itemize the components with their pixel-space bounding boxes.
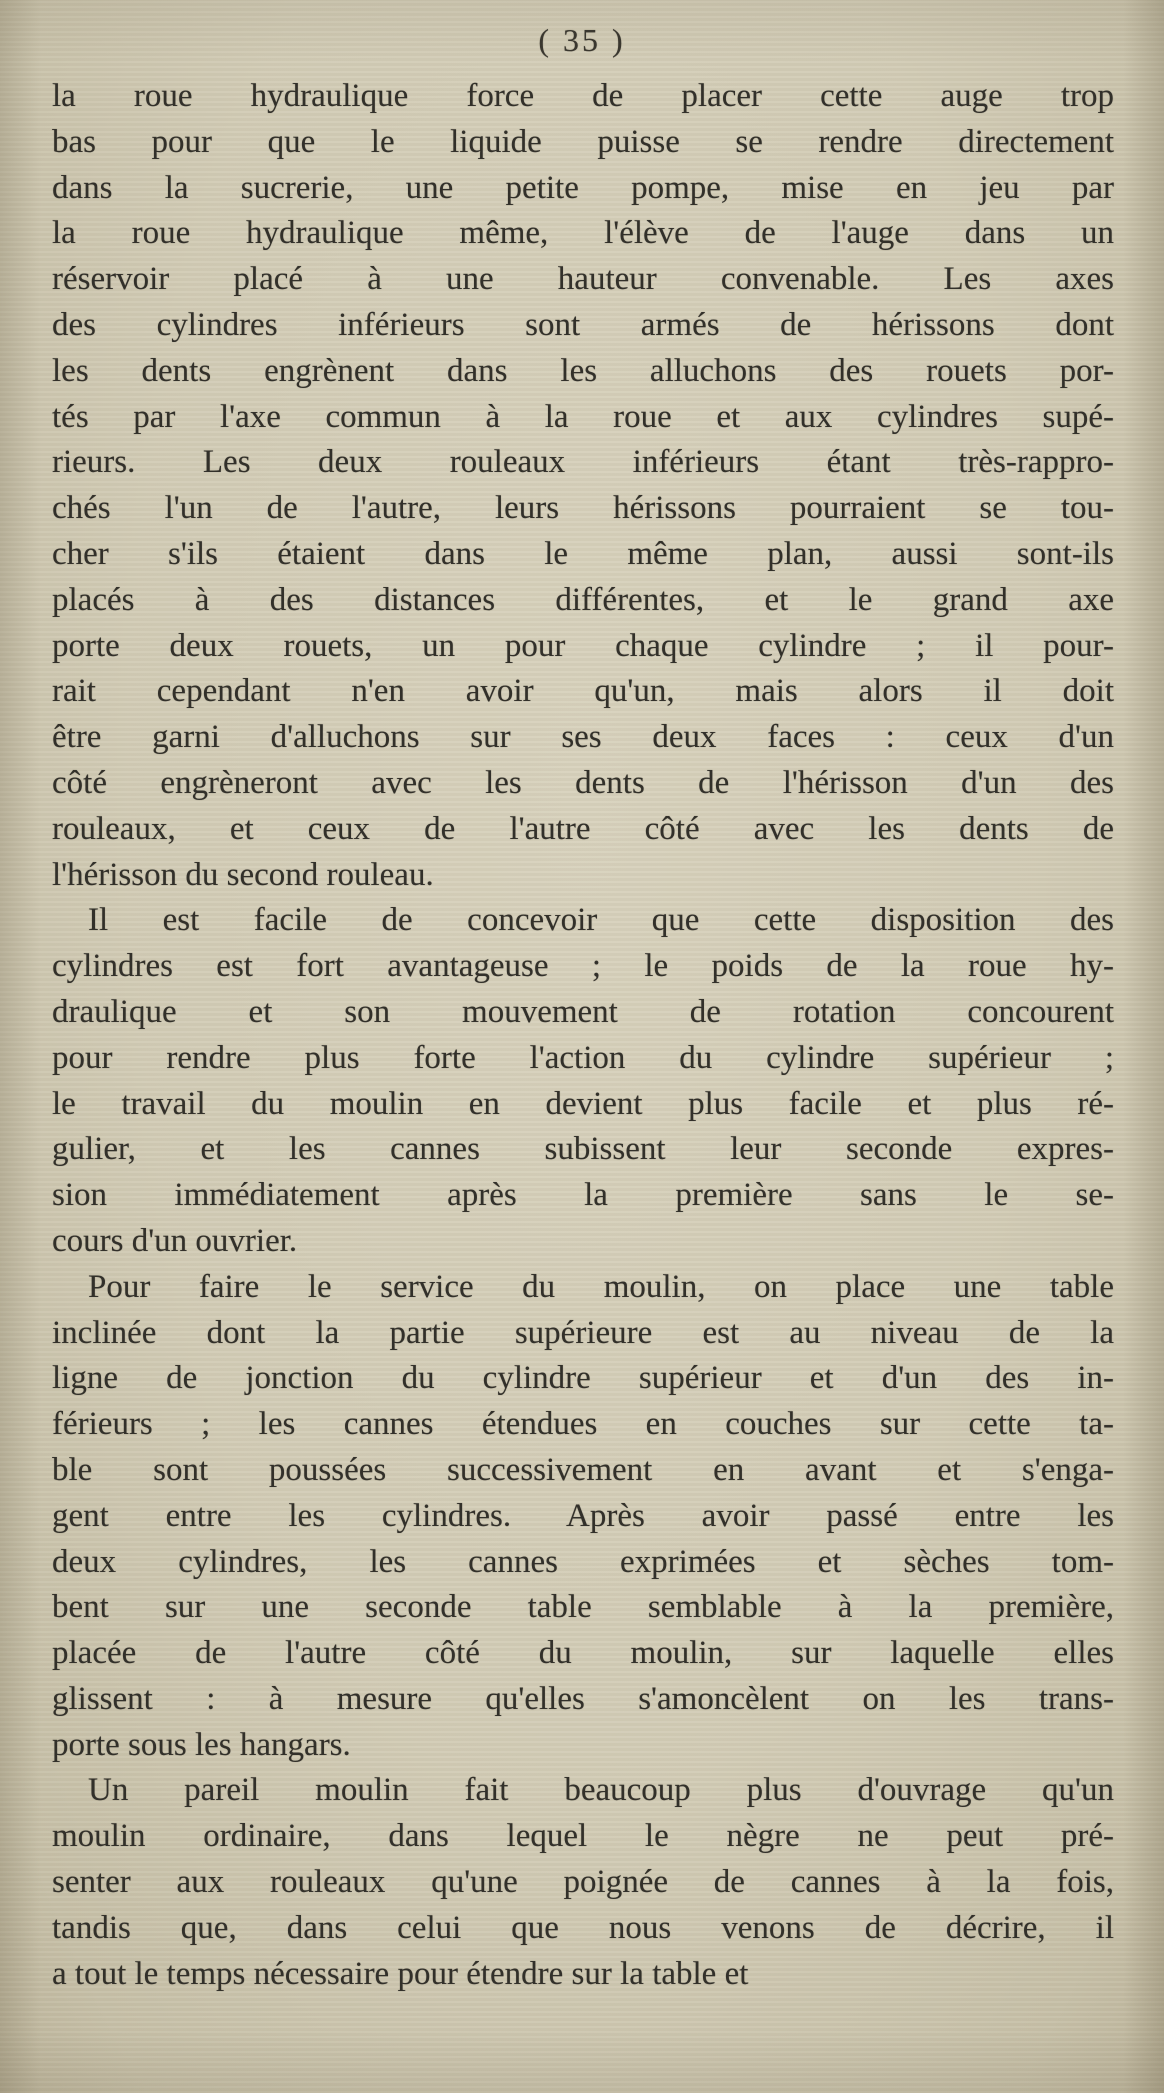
text-line: gulier, et les cannes subissent leur seconde expres-: [52, 1131, 1114, 1168]
text-line: cher s'ils étaient dans le même plan, aussi sont-ils: [52, 535, 1114, 572]
text-line: férieurs ; les cannes étendues en couches sur cette ta-: [52, 1406, 1114, 1443]
text-line: cylindres est fort avantageuse ; le poids de la roue hy-: [52, 948, 1114, 985]
text-line: deux cylindres, les cannes exprimées et sèches tom-: [52, 1543, 1114, 1580]
text-line: Un pareil moulin fait beaucoup plus d'ouvrage qu'un: [88, 1772, 1114, 1809]
text-line: placée de l'autre côté du moulin, sur laquelle elles: [52, 1635, 1114, 1672]
text-line: pour rendre plus forte l'action du cylindre supérieur ;: [52, 1039, 1114, 1076]
body-text: [52, 74, 1114, 1997]
text-line: l'hérisson du second rouleau.: [52, 856, 434, 893]
text-line: tés par l'axe commun à la roue et aux cylindres supé-: [52, 398, 1114, 435]
text-line: côté engrèneront avec les dents de l'hérisson d'un des: [52, 764, 1114, 801]
text-line: être garni d'alluchons sur ses deux faces : ceux d'un: [52, 719, 1114, 756]
text-line: a tout le temps nécessaire pour étendre sur la table et: [52, 1955, 749, 1992]
page-number: ( 35 ): [538, 22, 626, 58]
text-line: dans la sucrerie, une petite pompe, mise en jeu par: [52, 169, 1114, 206]
text-line: gent entre les cylindres. Après avoir passé entre les: [52, 1497, 1114, 1534]
text-line: la roue hydraulique même, l'élève de l'auge dans un: [52, 215, 1114, 252]
text-line: tandis que, dans celui que nous venons de décrire, il: [52, 1909, 1114, 1946]
text-line: rouleaux, et ceux de l'autre côté avec les dents de: [52, 810, 1114, 847]
text-line: la roue hydraulique force de placer cette auge trop: [52, 78, 1114, 114]
text-line: bent sur une seconde table semblable à la première,: [52, 1589, 1114, 1626]
text-line: moulin ordinaire, dans lequel le nègre ne peut pré-: [52, 1818, 1114, 1855]
text-line: Il est facile de concevoir que cette disposition des: [88, 902, 1114, 939]
text-line: senter aux rouleaux qu'une poignée de cannes à la fois,: [52, 1864, 1114, 1901]
text-line: rieurs. Les deux rouleaux inférieurs étant très-rappro-: [52, 444, 1114, 481]
text-line: ble sont poussées successivement en avant et s'enga-: [52, 1451, 1114, 1488]
text-line: le travail du moulin en devient plus facile et plus ré-: [52, 1085, 1114, 1122]
text-line: sion immédiatement après la première sans le se-: [52, 1177, 1114, 1214]
text-line: bas pour que le liquide puisse se rendre directement: [52, 123, 1114, 160]
text-line: porte deux rouets, un pour chaque cylindre ; il pour-: [52, 627, 1114, 664]
text-line: placés à des distances différentes, et le grand axe: [52, 581, 1114, 618]
text-line: des cylindres inférieurs sont armés de hérissons dont: [52, 306, 1114, 343]
text-line: draulique et son mouvement de rotation concourent: [52, 993, 1114, 1030]
text-line: cours d'un ouvrier.: [52, 1222, 298, 1259]
text-line: ligne de jonction du cylindre supérieur et d'un des in-: [52, 1360, 1114, 1397]
text-line: rait cependant n'en avoir qu'un, mais alors il doit: [52, 673, 1114, 710]
text-line: réservoir placé à une hauteur convenable. Les axes: [52, 261, 1114, 298]
text-line: glissent : à mesure qu'elles s'amoncèlent on les trans-: [52, 1680, 1114, 1717]
text-line: porte sous les hangars.: [52, 1726, 351, 1763]
text-line: inclinée dont la partie supérieure est au niveau de la: [52, 1314, 1114, 1351]
text-line: les dents engrènent dans les alluchons des rouets por-: [52, 352, 1114, 389]
text-line: chés l'un de l'autre, leurs hérissons pourraient se tou-: [52, 490, 1114, 527]
text-line: Pour faire le service du moulin, on place une table: [88, 1268, 1114, 1305]
